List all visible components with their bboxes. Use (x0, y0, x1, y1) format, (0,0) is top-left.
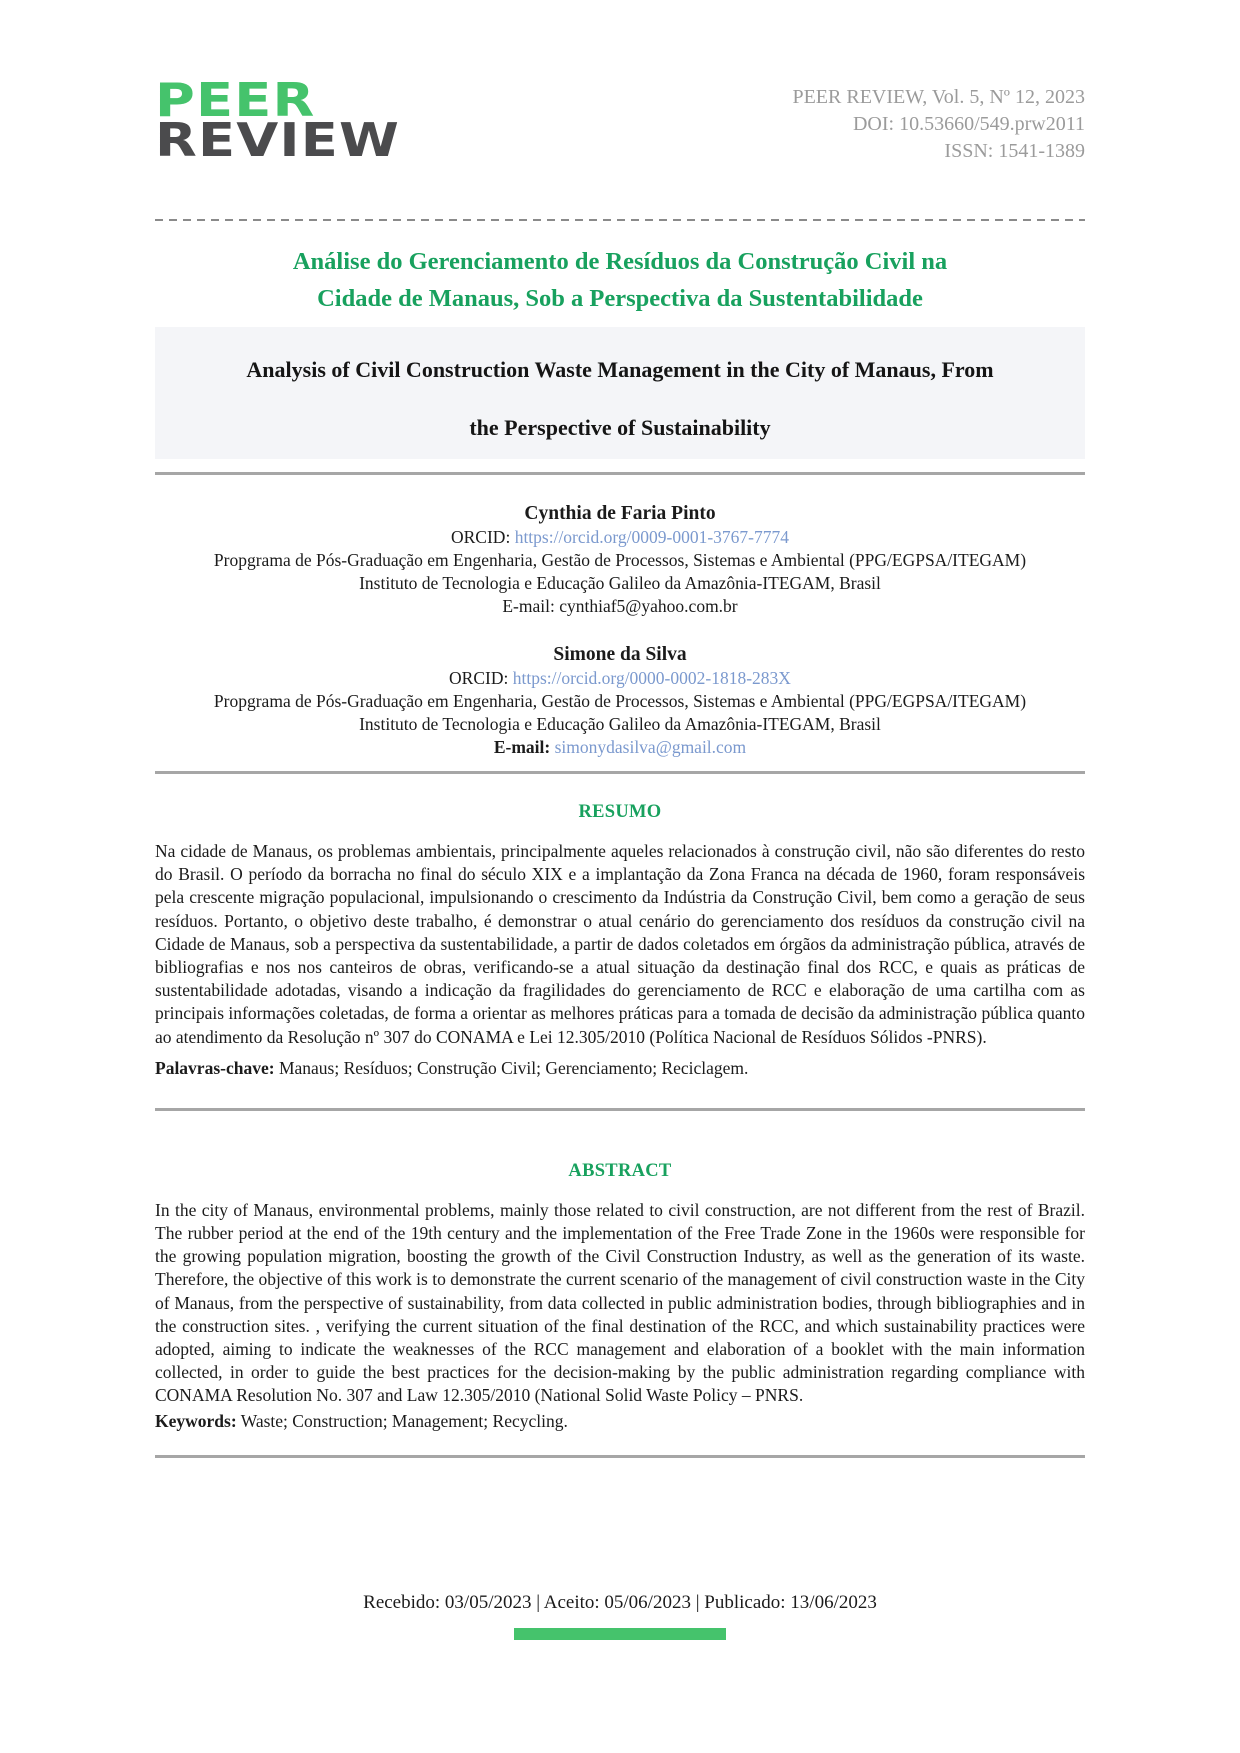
article-title-portuguese (155, 243, 1085, 317)
abstract-heading: ABSTRACT (568, 1160, 672, 1181)
article-title-english-box (155, 327, 1085, 459)
author-2-email-line (155, 736, 1085, 759)
author-2-affiliation-1: Propgrama de Pós-Graduação em Engenharia, Gestão de Processos, Sistemas e Ambiental (PPG/EGPSA/ITEGAM) (213, 691, 1027, 711)
author-2-orcid-link[interactable]: https://orcid.org/0000-0002-1818-283X (512, 668, 791, 688)
article-title-pt-line1: Análise do Gerenciamento de Resíduos da Construção Civil na (292, 248, 948, 275)
resumo-heading: RESUMO (578, 802, 662, 822)
abstract-paragraph: In the city of Manaus, environmental problems, mainly those related to civil construction, are not different from the rest of Brazil. The rubber period at the end of the 19th century and the implementation of the Free Trade Zone in the 1960s were responsible for the growing population migration, boosting the growth of the Civil Construction Industry, as well as the generation of its waste. Therefore, the objective of this work is to demonstrate the current scenario of the management of civil construction waste in the City of Manaus, from the perspective of sustainability, from data collected in public administration bodies, through bibliographies and in the construction sites. , verifying the current situation of the final destination of the RCC, and which sustainability practices were adopted, aiming to indicate the weaknesses of the RCC management and elaboration of a booklet with the main information collected, in order to guide the best practices for the decision-making by the public administration regarding compliance with CONAMA Resolution No. 307 and Law 12.305/2010 (National Solid Waste Policy – PNRS. (155, 1199, 1085, 1406)
author-1-name: Cynthia de Faria Pinto (524, 503, 716, 524)
divider-above-authors (155, 472, 1085, 475)
author-block-2 (155, 642, 1085, 759)
issn-line: ISSN: 1541-1389 (944, 140, 1085, 162)
author-1-email: cynthiaf5@yahoo.com.br (559, 596, 738, 616)
article-title-en-line1: Analysis of Civil Construction Waste Management in the City of Manaus, From (246, 357, 994, 382)
article-title-pt-line2: Cidade de Manaus, Sob a Perspectiva da Sustentabilidade (317, 285, 923, 312)
author-2-orcid-line (155, 667, 1085, 690)
abstract-keywords: Waste; Construction; Management; Recycling. (236, 1410, 568, 1431)
logo-word-review: REVIEW (155, 113, 401, 167)
author-2-affiliation-2: Instituto de Tecnologia e Educação Galileo da Amazônia-ITEGAM, Brasil (359, 714, 881, 734)
author-1-affiliation-2: Instituto de Tecnologia e Educação Galileo da Amazônia-ITEGAM, Brasil (359, 573, 881, 593)
submission-dates: Recebido: 03/05/2023 | Aceito: 05/06/2023 | Publicado: 13/06/2023 (363, 1591, 877, 1613)
author-1-orcid-link[interactable]: https://orcid.org/0009-0001-3767-7774 (514, 527, 789, 547)
divider-below-abstract (155, 1455, 1085, 1458)
doi-line: DOI: 10.53660/549.prw2011 (852, 113, 1085, 135)
abstract-keywords-label: Keywords: (155, 1410, 237, 1431)
resumo-keywords-line (155, 1056, 1085, 1080)
journal-logo (155, 73, 401, 167)
author-1-email-label: E-mail: (502, 596, 560, 616)
divider-above-abstract (155, 1108, 1085, 1111)
author-2-email-link[interactable]: simonydasilva@gmail.com (554, 737, 747, 757)
resumo-paragraph: Na cidade de Manaus, os problemas ambientais, principalmente aqueles relacionados à construção civil, não são diferentes do resto do Brasil. O período da borracha no final do século XIX e a implantação da Zona Franca na década de 1960, foram responsáveis pela crescente migração populacional, impulsionando o crescimento da Indústria da Construção Civil, bem como a geração de seus resíduos. Portanto, o objetivo deste trabalho, é demonstrar o atual cenário do gerenciamento dos resíduos da construção civil na Cidade de Manaus, sob a perspectiva da sustentabilidade, a partir de dados coletados em órgãos da administração pública, através de bibliografias e nos nos canteiros de obras, verificando-se a atual situação da destinação final dos RCC, e quais as práticas de sustentabilidade adotadas, visando a indicação da fragilidades do gerenciamento de RCC e elaboração de uma cartilha com as principais informações coletadas, de forma a orientar as melhores práticas para a tomada de decisão da administração pública quanto ao atendimento da Resolução nº 307 do CONAMA e Lei 12.305/2010 (Política Nacional de Resíduos Sólidos -PNRS). (155, 841, 1085, 1047)
author-2-name: Simone da Silva (553, 644, 687, 665)
resumo-keywords: Manaus; Resíduos; Construção Civil; Gerenciamento; Reciclagem. (274, 1057, 749, 1078)
footer-accent-bar (514, 1628, 726, 1640)
logo-word-peer: PEER (155, 73, 316, 127)
author-block-1 (155, 501, 1085, 618)
abstract-keywords-line (155, 1409, 1085, 1433)
divider-above-resumo (155, 771, 1085, 774)
author-2-email-label: E-mail: (493, 737, 555, 757)
author-2-orcid-label: ORCID: (449, 668, 513, 688)
author-1-email-line (155, 595, 1085, 618)
page-header (155, 0, 1085, 165)
issue-volume-line: PEER REVIEW, Vol. 5, Nº 12, 2023 (792, 86, 1085, 108)
article-title-en-line2: the Perspective of Sustainability (469, 415, 771, 440)
author-1-orcid-line (155, 526, 1085, 549)
dashed-divider (155, 219, 1085, 221)
author-1-affiliation-1: Propgrama de Pós-Graduação em Engenharia, Gestão de Processos, Sistemas e Ambiental (PPG/EGPSA/ITEGAM) (213, 550, 1027, 570)
author-1-orcid-label: ORCID: (451, 527, 515, 547)
resumo-keywords-label: Palavras-chave: (155, 1057, 275, 1078)
issue-info (792, 80, 1085, 165)
